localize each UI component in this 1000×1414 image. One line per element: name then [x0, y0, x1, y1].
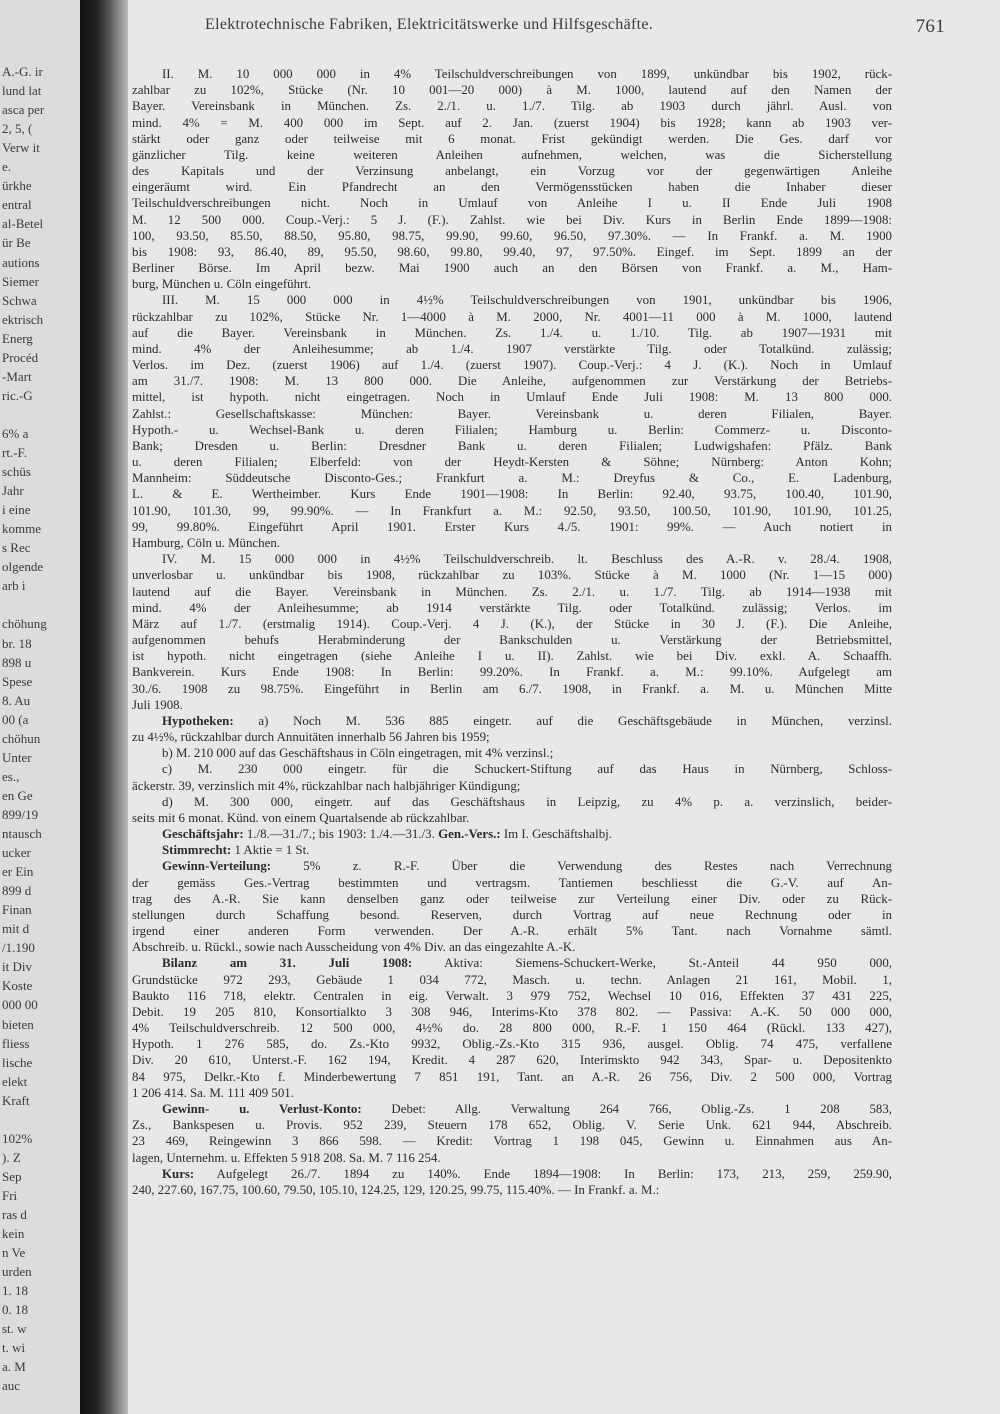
- left-margin-fragment: Koste: [2, 978, 33, 994]
- left-margin-fragment: ektrisch: [2, 311, 44, 327]
- left-margin-fragment: ür Be: [2, 235, 31, 251]
- left-margin-fragment: elekt: [2, 1073, 28, 1089]
- text-line: 30./6. 1908 zu 98.75%. Eingeführt in Berlin am 6./7. 1908, in Frankf. a. M. u. München Mitte: [132, 681, 892, 696]
- left-margin-fragment: asca per: [2, 102, 45, 118]
- text-line: Bilanz am 31. Juli 1908: Aktiva: Siemens-Schuckert-Werke, St.-Anteil 44 950 000,: [162, 956, 892, 971]
- text-line: seits mit 6 monat. Künd. von einem Quartalsende ab rückzahlbar.: [132, 810, 470, 825]
- left-margin-fragment: Spese: [2, 673, 33, 689]
- body-text: [132, 66, 892, 1198]
- text-line: lagen, Unternehm. u. Effekten 5 918 208. Sa. M. 7 116 254.: [132, 1150, 441, 1165]
- text-line: ist hypoth. nicht eingetragen (siehe Anleihe I u. II). Zahlst. wie bei Div. exkl. A. Schaaffh.: [132, 649, 892, 664]
- running-head-title: Elektrotechnische Fabriken, Elektricitätswerke und Hilfsgeschäfte.: [205, 16, 654, 33]
- text-line: 100, 93.50, 85.50, 88.50, 95.80, 98.75, 99.90, 99.60, 96.50, 97.30%. — In Frankf. a. M. 1900: [132, 228, 892, 243]
- left-margin-fragment: auc: [2, 1378, 21, 1394]
- text-line: b) M. 210 000 auf das Geschäftshaus in Cöln eingetragen, mit 4% verzinsl.;: [162, 746, 554, 761]
- left-margin-fragment: rt.-F.: [2, 445, 27, 460]
- text-line: Bayer. Vereinsbank in München. Zs. 2./1. u. 1./7. Tilg. ab 1903 durch jährl. Ausl. von: [132, 99, 892, 114]
- text-line: mind. 4% der Anleihesumme; ab 1914 verstärkte Tilg. oder Totalkünd. zulässig; Verlos. im: [132, 600, 892, 615]
- text-line: rückzahlbar zu 102%, Stücke Nr. 1—4000 à M. 2000, Nr. 4001—11 000 à M. 1000, lautend: [132, 309, 892, 324]
- running-head: [205, 16, 945, 40]
- left-margin-fragment: er Ein: [2, 864, 34, 880]
- left-margin-fragment: t. wi: [2, 1340, 26, 1356]
- text-line: gänzlicher Tilg. keine weiteren Anleihen aufnehmen, welchen, was die Sicherstellung: [132, 147, 892, 162]
- left-margin-fragment: Jahr: [2, 483, 24, 499]
- text-line: c) M. 230 000 eingetr. für die Schuckert-Stiftung auf das Haus in Nürnberg, Schloss-: [162, 762, 892, 777]
- text-line: IV. M. 15 000 000 in 4½% Teilschuldverschreib. lt. Beschluss des A.-R. v. 28./4. 1908,: [162, 552, 892, 567]
- left-margin-fragment: 000 00: [2, 997, 38, 1013]
- left-margin-fragment: 0. 18: [2, 1302, 28, 1318]
- text-line: Div. 20 610, Unterst.-F. 162 194, Kredit. 4 287 620, Interimskto 942 343, Spar- u. Depositenkto: [132, 1053, 892, 1068]
- left-margin-fragment: br. 18: [2, 635, 32, 651]
- left-margin-fragment: /1.190: [2, 940, 35, 956]
- left-margin-fragment: ntausch: [2, 826, 42, 841]
- left-margin-fragment: it Div: [2, 959, 32, 975]
- text-line: 99, 99.80%. Eingeführt April 1901. Erster Kurs 4./5. 1901: 99%. — Auch notiert in: [132, 519, 892, 534]
- text-line: bis 1908: 93, 86.40, 89, 95.50, 98.60, 99.80, 99.40, 97, 97.50%. Eingef. im Sept. 1899 an der: [132, 244, 892, 259]
- left-margin-fragment: 1. 18: [2, 1283, 28, 1299]
- left-margin-fragment: chöhung: [2, 616, 47, 632]
- left-margin-fragment: chöhun: [2, 730, 41, 746]
- text-line: Bankverein. Kurs Ende 1908: In Berlin: 99.20%. In Frankf. a. M.: 99.10%. Aufgelegt am: [132, 665, 892, 680]
- left-margin-fragment: entral: [2, 197, 32, 213]
- left-margin-fragment: st. w: [2, 1321, 27, 1337]
- text-line: lautend auf die Bayer. Vereinsbank in München. Zs. 2./1. u. 1./7. Tilg. ab 1914—1938 mit: [132, 584, 892, 599]
- text-line: Mannheim: Süddeutsche Disconto-Ges.; Frankfurt a. M.: Dreyfus & Co., E. Ladenburg,: [132, 471, 892, 486]
- left-margin-fragment: Kraft: [2, 1092, 30, 1108]
- left-margin-fragment: autions: [2, 254, 40, 270]
- left-margin-fragment: 102%: [2, 1130, 33, 1146]
- left-margin-fragment: 899 d: [2, 883, 32, 899]
- left-margin-fragment: e.: [2, 159, 12, 175]
- left-margin-fragment: Schwa: [2, 292, 37, 308]
- text-line: 240, 227.60, 167.75, 100.60, 79.50, 105.10, 124.25, 129, 120.25, 99.75, 115.40%. — In Frankf. a. M.:: [132, 1182, 660, 1197]
- text-line: Kurs: Aufgelegt 26./7. 1894 zu 140%. Ende 1894—1908: In Berlin: 173, 213, 259, 259.90,: [162, 1166, 892, 1181]
- text-line: Gewinn-Verteilung: 5% z. R.-F. Über die Verwendung des Restes nach Verrechnung: [162, 859, 892, 874]
- left-margin-fragment: n Ve: [2, 1245, 26, 1261]
- text-line: äckerstr. 39, verzinslich mit 4%, rückzahlbar nach halbjähriger Kündigung;: [132, 778, 521, 793]
- left-margin-fragment: Verw it: [2, 140, 40, 156]
- left-margin-fragment: Energ: [2, 330, 33, 346]
- text-line: 4% Teilschuldverschreib. 12 500 000, 4½% do. 28 800 000, R.-F. 1 150 464 (Rückl. 133 427),: [132, 1021, 892, 1036]
- left-margin-fragment: ras d: [2, 1207, 27, 1222]
- text-line: irgend einer anderen Form verwenden. Der A.-R. erhält 5% Tant. nach Vornahme sämtl.: [132, 924, 892, 939]
- text-line: aufgenommen behufs Herabminderung der Bankschulden u. Verstärkung der Betriebsmittel,: [132, 633, 892, 648]
- text-line: Zs., Bankspesen u. Provis. 952 239, Steuern 178 652, Oblig. V. Serie Unk. 621 944, Abschreib.: [132, 1118, 892, 1133]
- left-margin-fragment: al-Betel: [2, 216, 44, 232]
- text-line: Berliner Börse. Im April bezw. Mai 1900 auch an den Börsen von Frankf. a. M., Ham-: [132, 261, 892, 276]
- left-margin-fragment: es.,: [2, 768, 20, 784]
- text-line: unverlosbar u. unkündbar bis 1908, rückzahlbar zu 103%. Stücke à M. 1000 (Nr. 1—15 000): [132, 568, 892, 583]
- left-margin-fragment: Fri: [2, 1187, 18, 1203]
- left-margin-fragment: 899/19: [2, 806, 39, 822]
- text-line: d) M. 300 000, eingetr. auf das Geschäftshaus in Leipzig, zu 4% p. a. verzinslich, beider-: [162, 794, 892, 809]
- text-line: zu 4½%, rückzahlbar durch Annuitäten innerhalb 56 Jahren bis 1959;: [132, 730, 490, 745]
- text-line: eingeräumt wird. Ein Pfandrecht an den Vermögensstücken haben die Inhaber dieser: [132, 180, 892, 195]
- text-line: Debit. 19 205 810, Konsortialkto 3 308 946, Interims-Kto 378 802. — Passiva: A.-K. 50 000 000,: [132, 1004, 892, 1019]
- left-margin-fragment: 8. Au: [2, 692, 31, 708]
- text-line: Hypotheken: a) Noch M. 536 885 eingetr. auf die Geschäftsgebäude in München, verzinsl.: [162, 713, 892, 728]
- text-line: Bank; Dresden u. Berlin: Dresdner Bank u. deren Filialen; Ludwigshafen: Pfälz. Bank: [132, 438, 892, 453]
- left-margin-fragment: i eine: [2, 502, 31, 518]
- left-margin-fragment: urden: [2, 1264, 32, 1280]
- left-margin-fragment: en Ge: [2, 787, 33, 803]
- left-margin-fragment: ucker: [2, 845, 31, 861]
- left-margin-fragment: bieten: [2, 1016, 34, 1032]
- text-line: Juli 1908.: [132, 697, 183, 712]
- text-line: burg, München u. Cöln eingeführt.: [132, 277, 312, 292]
- text-line: Hamburg, Cöln u. München.: [132, 535, 280, 550]
- text-line: III. M. 15 000 000 in 4½% Teilschuldverschreibungen von 1901, unkündbar bis 1906,: [162, 293, 892, 308]
- text-line: Teilschuldverschreibungen nicht. Noch in Umlauf von Anleihe I u. II Ende Juli 1908: [132, 196, 892, 211]
- book-gutter: [80, 0, 128, 1414]
- text-line: Geschäftsjahr: 1./8.—31./7.; bis 1903: 1./4.—31./3. Gen.-Vers.: Im I. Geschäftshalbj.: [162, 827, 612, 842]
- text-line: Hypoth. 1 276 585, do. Zs.-Kto 9932, Oblig.-Zs.-Kto 315 936, ausgel. Oblig. 74 475, verfallene: [132, 1037, 892, 1052]
- text-line: Gewinn- u. Verlust-Konto: Debet: Allg. Verwaltung 264 766, Oblig.-Zs. 1 208 583,: [162, 1102, 892, 1116]
- left-margin-fragment: 6% a: [2, 425, 29, 441]
- left-margin-fragment: fliess: [2, 1035, 30, 1051]
- text-line: zahlbar zu 102%, Stücke (Nr. 10 001—20 000) à M. 1000, lautend auf den Namen der: [132, 83, 892, 98]
- left-margin-fragment: Unter: [2, 749, 32, 765]
- text-line: trag des A.-R. Sie kann denselben ganz oder teilweise zur Verteilung einer Div. oder zu Rück-: [132, 891, 892, 906]
- left-margin-fragment: Procéd: [2, 349, 39, 365]
- text-line: stellungen durch Schaffung besond. Reserven, durch Vortrag auf neue Rechnung oder in: [132, 907, 892, 922]
- text-line: 1 206 414. Sa. M. 111 409 501.: [132, 1085, 294, 1100]
- left-margin-fragment: mit d: [2, 921, 30, 937]
- left-margin-fragment: komme: [2, 521, 41, 537]
- left-margin-fragment: a. M: [2, 1359, 26, 1375]
- text-line: auf die Bayer. Vereinsbank in München. Zs. 1./4. u. 1./10. Tilg. ab 1907—1931 mit: [132, 325, 892, 340]
- text-line: 84 975, Delkr.-Kto f. Minderbewertung 7 851 191, Tant. an A.-R. 26 756, Div. 2 500 000, Vortrag: [132, 1069, 892, 1084]
- left-margin-fragment: schüs: [2, 464, 31, 480]
- left-margin-fragment: Finan: [2, 902, 32, 918]
- text-line: mittel, ist hypoth. nicht eingetragen. Noch in Umlauf Ende Juli 1908: M. 13 800 000.: [132, 390, 892, 405]
- text-line: März auf 1./7. (erstmalig 1914). Coup.-Verj. 4 J. (K.), der Stücke in 30 J. (F.). Die Anleihe,: [132, 616, 892, 631]
- text-line: stärkt oder ganz oder teilweise mit 6 monat. Frist gekündigt werden. Die Ges. darf vor: [132, 131, 892, 146]
- text-line: Baukto 116 718, elektr. Centralen in eig. Verwalt. 3 979 752, Wechsel 10 016, Effekten 37 431 225,: [132, 988, 892, 1003]
- left-margin-fragment: A.-G. ir: [2, 64, 43, 79]
- page-number: 761: [915, 16, 945, 37]
- text-line: mind. 4% = M. 400 000 im Sept. auf 2. Jan. (zuerst 1904) bis 1928; kann ab 1903 ver-: [132, 115, 892, 130]
- text-line: Stimmrecht: 1 Aktie = 1 St.: [162, 843, 310, 858]
- left-margin-fragment: ). Z: [2, 1149, 21, 1165]
- text-line: Verlos. im Dez. (zuerst 1906) auf 1./4. (zuerst 1907). Coup.-Verj.: 4 J. (K.). Noch in Umlauf: [132, 358, 892, 373]
- left-margin-fragment: 898 u: [2, 654, 32, 670]
- text-line: am 31./7. 1908: M. 13 800 000. Die Anleihe, aufgenommen zur Verstärkung der Betriebs-: [132, 374, 892, 389]
- left-margin-fragment: Sep: [2, 1168, 22, 1184]
- text-line: mind. 4% der Anleihesumme; ab 1./4. 1907 verstärkte Tilg. oder Totalkünd. zulässig;: [132, 341, 892, 356]
- left-margin-fragment: lische: [2, 1054, 33, 1070]
- left-margin-fragment: lund lat: [2, 83, 42, 99]
- text-line: Hypoth.- u. Wechsel-Bank u. deren Filialen; Hamburg u. Berlin: Commerz- u. Disconto-: [132, 422, 892, 437]
- left-page-strip: [0, 0, 82, 1414]
- text-line: II. M. 10 000 000 in 4% Teilschuldverschreibungen von 1899, unkündbar bis 1902, rück-: [162, 67, 892, 81]
- left-margin-fragment: 2, 5, (: [2, 121, 33, 137]
- left-margin-fragment: ürkhe: [2, 178, 32, 194]
- left-margin-fragment: ric.-G: [2, 387, 33, 403]
- left-margin-fragment: olgende: [2, 559, 44, 575]
- left-margin-fragment: Siemer: [2, 273, 39, 289]
- text-line: u. deren Filialen; Elberfeld: von der Heydt-Kersten & Söhne; Nürnberg: Anton Kohn;: [132, 455, 892, 470]
- text-line: 23 469, Reingewinn 3 866 598. — Kredit: Vortrag 1 198 045, Gewinn u. Einnahmen aus An-: [132, 1134, 892, 1149]
- left-margin-fragment: kein: [2, 1226, 25, 1242]
- text-line: M. 12 500 000. Coup.-Verj.: 5 J. (F.). Zahlst. wie bei Div. Kurs in Berlin Ende 1899—1908:: [132, 212, 892, 227]
- text-line: der gemäss Ges.-Vertrag bestimmten und vertragsm. Tantiemen beschliesst die G.-V. auf An-: [132, 875, 892, 890]
- left-margin-fragment: 00 (a: [2, 711, 29, 727]
- text-line: Grundstücke 972 293, Gebäude 1 034 772, Masch. u. techn. Anlagen 21 161, Mobil. 1,: [132, 972, 892, 987]
- text-line: Zahlst.: Gesellschaftskasse: München: Bayer. Vereinsbank u. deren Filialen, Bayer.: [132, 406, 892, 421]
- left-margin-fragment: -Mart: [2, 368, 32, 384]
- text-line: L. & E. Wertheimber. Kurs Ende 1901—1908: In Berlin: 92.40, 93.75, 100.40, 101.90,: [132, 487, 892, 502]
- text-line: des Kapitals und der Verzinsung anbelangt, ein Vorzug vor der gegenwärtigen Anleihe: [132, 164, 892, 179]
- text-line: Abschreib. u. Rückl., sowie nach Ausscheidung von 4% Div. an das eingezahlte A.-K.: [132, 940, 576, 955]
- left-margin-fragment: arb i: [2, 578, 26, 594]
- text-line: 101.90, 101.30, 99, 99.90%. — In Frankfurt a. M.: 92.50, 93.50, 100.50, 101.90, 101.90, 101.25,: [132, 503, 892, 518]
- left-margin-fragment: s Rec: [2, 540, 31, 556]
